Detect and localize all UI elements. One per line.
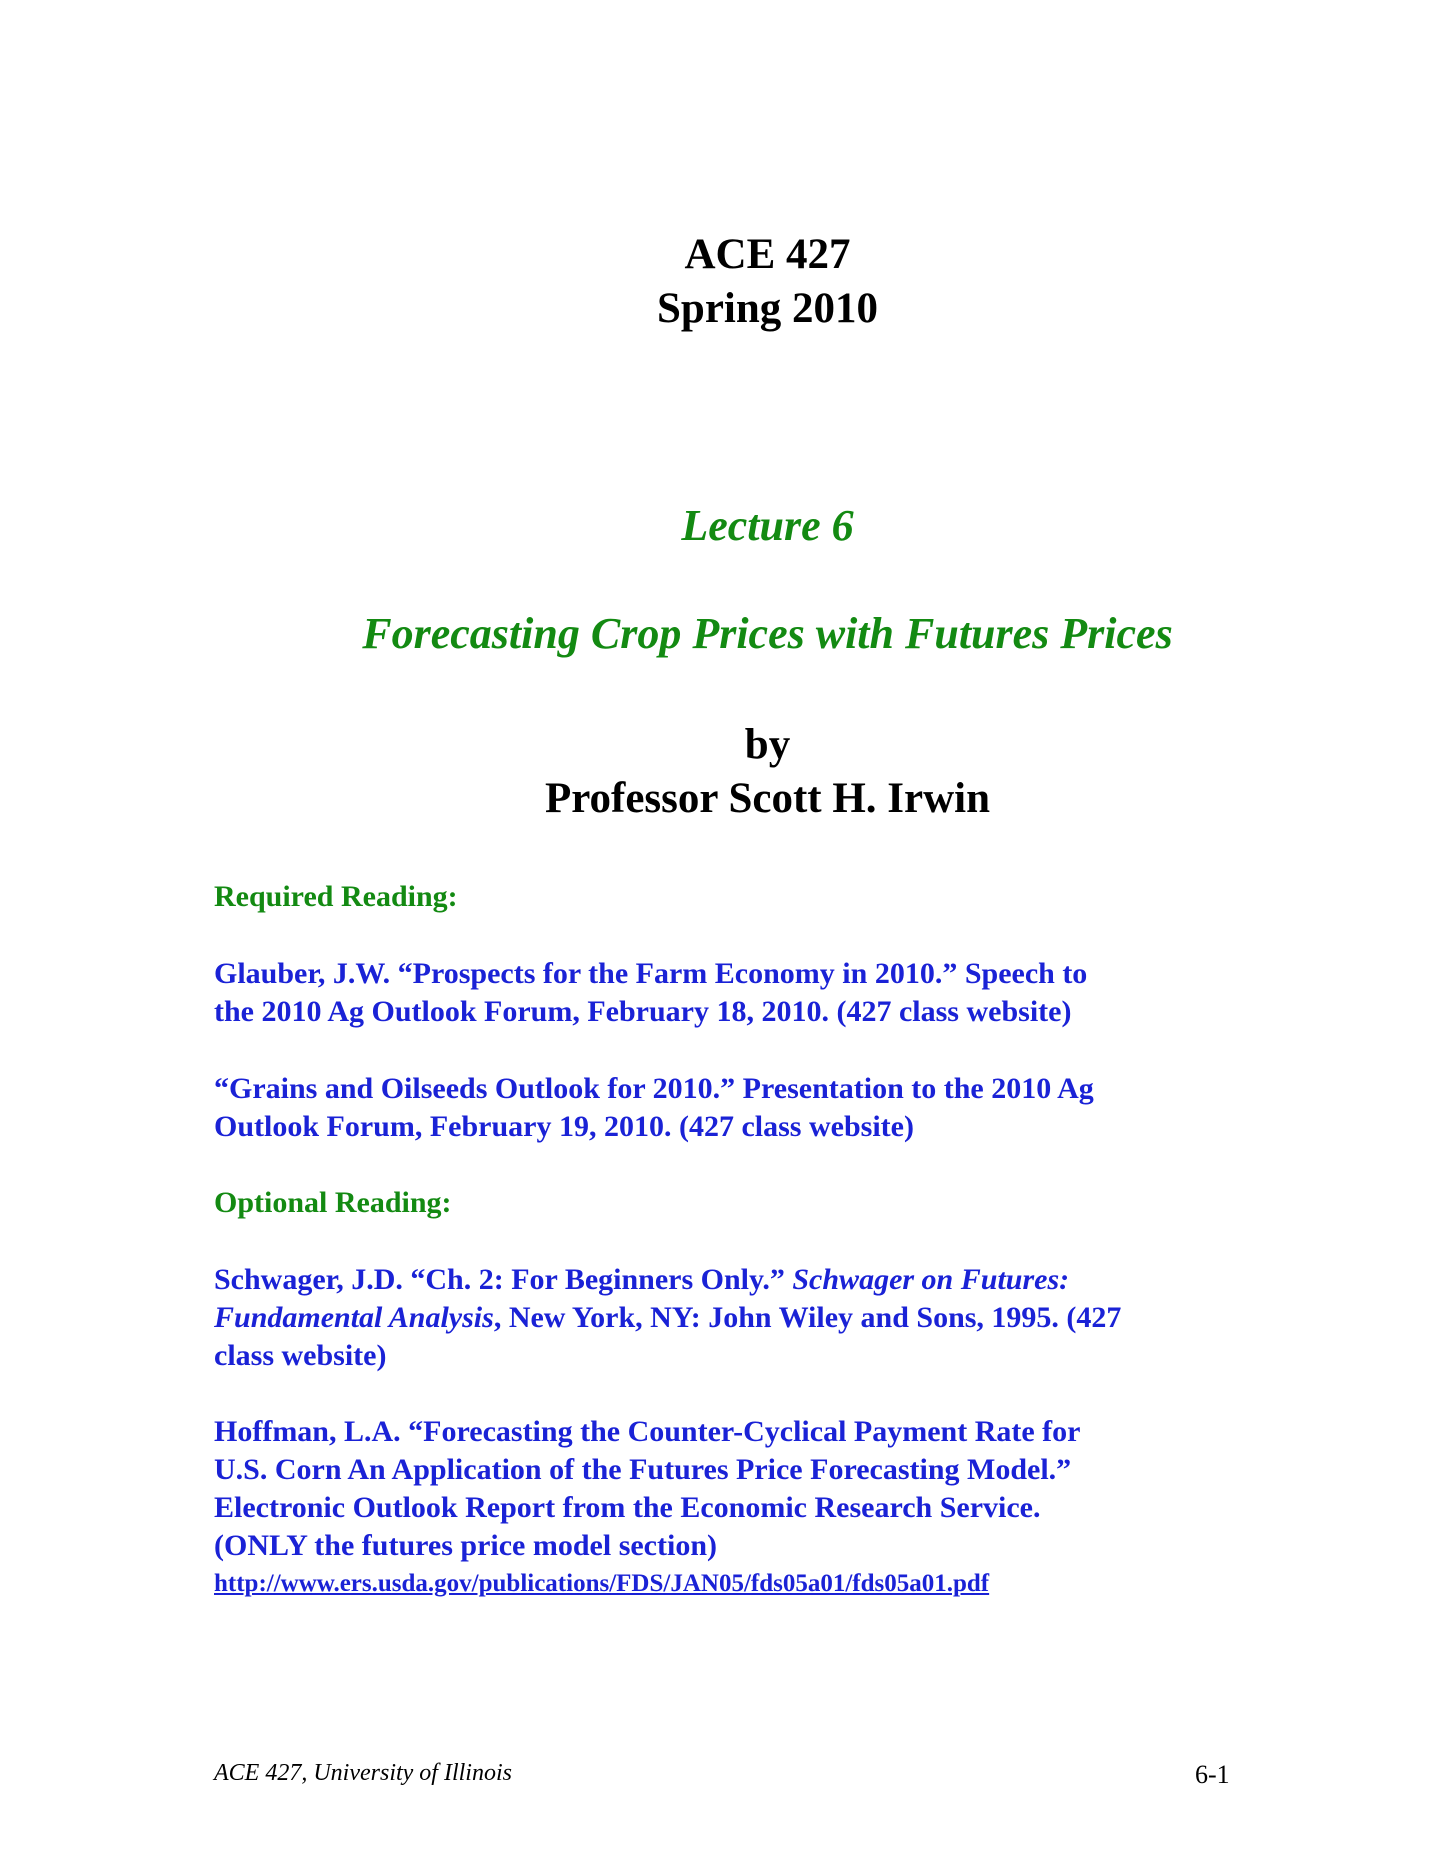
optional-reading-item-schwager — [214, 1261, 1254, 1375]
page-number: 6-1 — [1195, 1760, 1230, 1789]
course-code: ACE 427 — [684, 231, 851, 278]
reference-text: Schwager, J.D. “Ch. 2: For Beginners Only.” — [214, 1263, 793, 1296]
footer-course-institution: ACE 427, University of Illinois — [214, 1760, 512, 1786]
optional-reading-item-hoffman — [214, 1413, 1254, 1603]
reference-line: the 2010 Ag Outlook Forum, February 18, 2010. (427 class website) — [214, 995, 1072, 1028]
reference-text: , New York, NY: John Wiley and Sons, 1995. (427 — [493, 1301, 1122, 1334]
lecture-number: Lecture 6 — [681, 501, 854, 550]
reference-line: Glauber, J.W. “Prospects for the Farm Economy in 2010.” Speech to — [214, 957, 1088, 990]
author-name: Professor Scott H. Irwin — [544, 775, 991, 822]
required-reading-item-2 — [214, 1070, 1254, 1146]
course-header — [0, 228, 1456, 336]
reference-line: U.S. Corn An Application of the Futures Price Forecasting Model.” — [214, 1453, 1072, 1486]
reference-line: (ONLY the futures price model section) — [214, 1529, 717, 1562]
book-subtitle: Fundamental Analysis — [214, 1301, 494, 1334]
reference-line — [214, 1261, 1254, 1299]
optional-reading-heading: Optional Reading: — [214, 1186, 452, 1219]
reference-line: “Grains and Oilseeds Outlook for 2010.” Presentation to the 2010 Ag — [214, 1072, 1094, 1105]
book-title: Schwager on Futures: — [792, 1263, 1070, 1296]
lecture-title: Forecasting Crop Prices with Futures Prices — [362, 609, 1173, 658]
reference-line: Electronic Outlook Report from the Economic Research Service. — [214, 1491, 1041, 1524]
by-label: by — [744, 721, 791, 768]
course-term: Spring 2010 — [656, 285, 879, 332]
reference-line — [214, 1299, 1254, 1337]
ers-report-link[interactable]: http://www.ers.usda.gov/publications/FDS/JAN05/fds05a01/fds05a01.pdf — [214, 1570, 990, 1597]
reference-line: Hoffman, L.A. “Forecasting the Counter-Cyclical Payment Rate for — [214, 1415, 1081, 1448]
author-block — [0, 718, 1456, 826]
required-reading-heading: Required Reading: — [214, 880, 458, 913]
reference-line: class website) — [214, 1339, 387, 1372]
reference-line: Outlook Forum, February 19, 2010. (427 class website) — [214, 1110, 914, 1143]
required-reading-item-1 — [214, 955, 1254, 1031]
